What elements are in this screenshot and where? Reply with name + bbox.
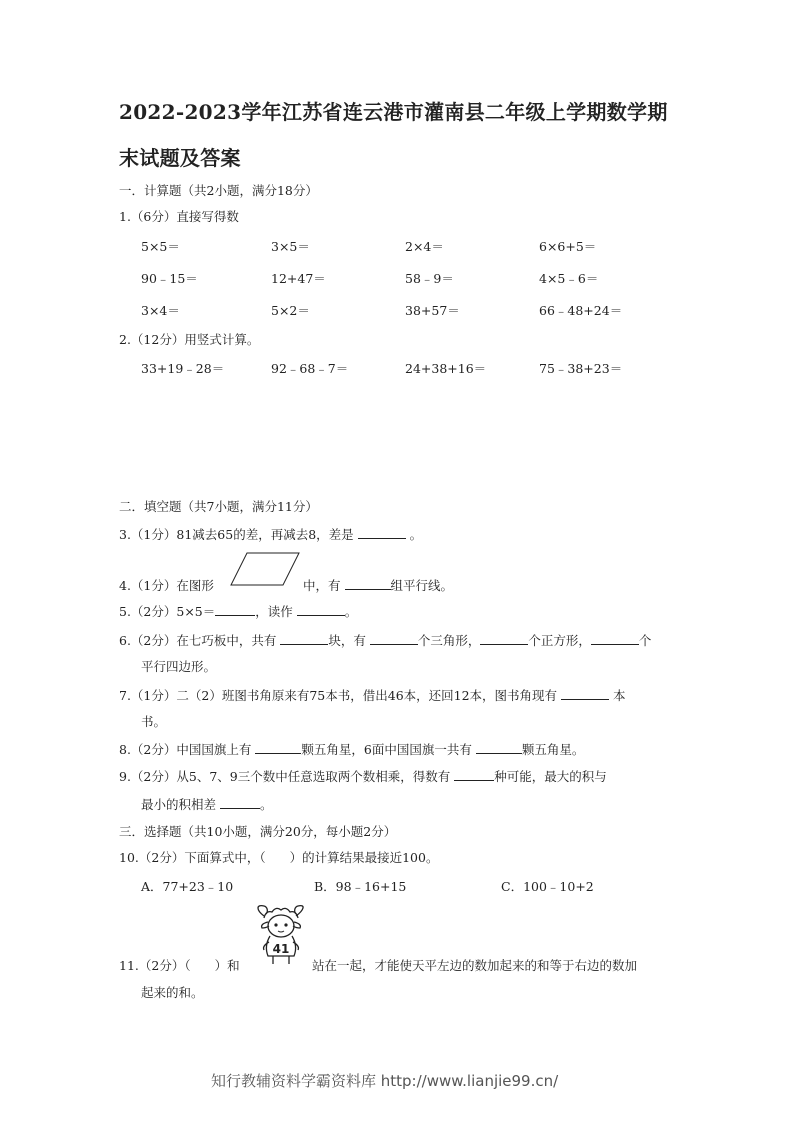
calc-item: 2×4＝ <box>405 239 444 254</box>
question-9 <box>119 767 607 785</box>
calc-item: 3×4＝ <box>141 303 180 318</box>
calc-item: 5×2＝ <box>271 303 310 318</box>
question-9-text: 种可能，最大的积与 <box>494 769 607 784</box>
question-7-text: 本 <box>613 688 626 703</box>
question-4-prefix: 4.（1分）在图形 <box>119 578 214 593</box>
option-c[interactable]: C．100﹣10+2 <box>501 879 594 894</box>
option-a[interactable]: A．77+23﹣10 <box>141 879 234 894</box>
question-6-text: 6.（2分）在七巧板中，共有 <box>119 633 277 648</box>
answer-blank[interactable] <box>220 795 260 809</box>
option-b[interactable]: B．98﹣16+15 <box>314 879 407 894</box>
question-6 <box>119 631 651 649</box>
calc-item: 12+47＝ <box>271 271 326 286</box>
section-1-header: 一．计算题（共2小题，满分18分） <box>119 183 318 198</box>
vertical-calc-item: 33+19﹣28＝ <box>141 361 225 376</box>
answer-blank[interactable] <box>255 740 301 754</box>
question-11-text-cont: 站在一起，才能使天平左边的数加起来的和等于右边的数加 <box>312 958 638 973</box>
question-3 <box>119 525 422 543</box>
calc-item: 6×6+5＝ <box>539 239 597 254</box>
calc-item: 58﹣9＝ <box>405 271 454 286</box>
question-9-continued <box>141 795 273 813</box>
answer-blank[interactable] <box>480 631 528 645</box>
question-9-text-end: 。 <box>260 797 273 812</box>
question-3-text: 3.（1分）81减去65的差，再减去8，差是 <box>119 527 354 542</box>
calc-item: 4×5﹣6＝ <box>539 271 599 286</box>
question-9-text: 9.（2分）从5、7、9三个数中任意选取两个数相乘，得数有 <box>119 769 451 784</box>
answer-blank[interactable] <box>358 525 406 539</box>
question-5-text: 5.（2分）5×5＝ <box>119 604 216 619</box>
answer-blank[interactable] <box>454 767 494 781</box>
question-8-text: 颗五角星，6面中国国旗一共有 <box>301 742 472 757</box>
question-7 <box>119 686 626 704</box>
question-6-text: 个三角形， <box>417 633 481 648</box>
calc-item: 38+57＝ <box>405 303 460 318</box>
sheep-number: 41 <box>272 942 290 956</box>
question-6-continued: 平行四边形。 <box>141 659 217 674</box>
question-4-suffix <box>303 576 453 594</box>
document-title-line-1: 2022-2023学年江苏省连云港市灌南县二年级上学期数学期 <box>119 100 668 124</box>
question-5-text-end: 。 <box>344 604 358 619</box>
parallelogram-figure <box>229 551 301 587</box>
answer-blank[interactable] <box>215 602 255 616</box>
vertical-calc-item: 92﹣68﹣7＝ <box>271 361 349 376</box>
question-7-text: 7.（1分）二（2）班图书角原来有75本书，借出46本，还回12本，图书角现有 <box>119 688 558 703</box>
question-6-text: 块，有 <box>328 633 366 648</box>
answer-blank[interactable] <box>345 576 391 590</box>
answer-blank[interactable] <box>591 631 639 645</box>
answer-blank[interactable] <box>297 602 345 616</box>
question-6-text: 个 <box>638 633 652 648</box>
answer-blank[interactable] <box>280 631 328 645</box>
footer-watermark: 知行教辅资料学霸资料库 http://www.lianjie99.cn/ <box>211 1072 559 1090</box>
section-3-header: 三．选择题（共10小题，满分20分，每小题2分） <box>119 824 397 839</box>
question-11-text: 11.（2分）（ <box>119 958 191 973</box>
question-11-continued: 起来的和。 <box>141 985 204 1000</box>
question-8-text-end: 颗五角星。 <box>521 742 585 757</box>
question-9-text: 最小的积相差 <box>141 797 217 812</box>
answer-blank[interactable] <box>370 631 418 645</box>
question-8 <box>119 740 584 758</box>
calc-item: 90﹣15＝ <box>141 271 198 286</box>
section-2-header: 二．填空题（共7小题，满分11分） <box>119 499 318 514</box>
calc-item: 5×5＝ <box>141 239 180 254</box>
vertical-calc-item: 24+38+16＝ <box>405 361 487 376</box>
question-4-text-end: 组平行线。 <box>390 578 454 593</box>
question-6-text: 个正方形， <box>528 633 591 648</box>
question-1-label: 1.（6分）直接写得数 <box>119 209 239 224</box>
vertical-calc-item: 75﹣38+23＝ <box>539 361 623 376</box>
document-title-line-2: 末试题及答案 <box>119 146 241 170</box>
question-11-text: ）和 <box>214 958 240 973</box>
question-2-label: 2.（12分）用竖式计算。 <box>119 332 260 347</box>
sheep-illustration <box>250 902 312 970</box>
question-10 <box>119 848 438 866</box>
question-3-text-end: 。 <box>409 527 423 542</box>
answer-blank[interactable] <box>476 740 522 754</box>
question-11-prefix <box>119 956 240 974</box>
question-5-text-mid: ，读作 <box>255 604 293 619</box>
question-7-continued: 书。 <box>141 714 167 729</box>
question-4-text: 中，有 <box>303 578 341 593</box>
calc-item: 66﹣48+24＝ <box>539 303 623 318</box>
answer-blank[interactable] <box>561 686 609 700</box>
calc-item: 3×5＝ <box>271 239 310 254</box>
question-5 <box>119 602 357 620</box>
question-8-text: 8.（2分）中国国旗上有 <box>119 742 252 757</box>
question-10-text: ）的计算结果最接近100。 <box>289 850 439 865</box>
question-10-text: 10.（2分）下面算式中，（ <box>119 850 266 865</box>
